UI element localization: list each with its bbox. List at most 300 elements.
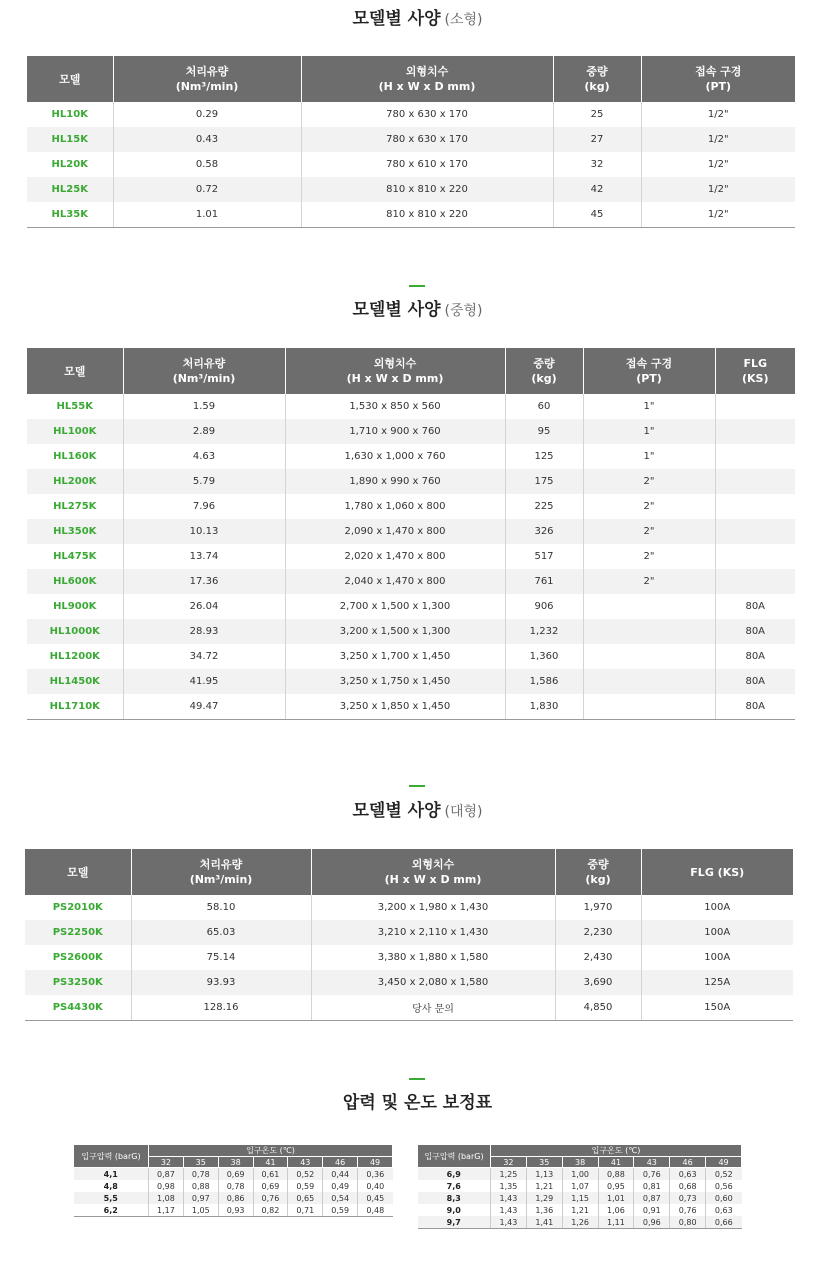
medium-section-title: 모델별 사양 (중형) xyxy=(352,300,483,320)
pressure-cell: 4,8 xyxy=(103,1181,118,1191)
table-cell: 80A xyxy=(715,669,795,694)
model-name-cell: PS2250K xyxy=(25,920,131,945)
model-name-cell: HL1710K xyxy=(27,694,123,720)
large-header-label: 외형치수 xyxy=(411,858,455,871)
small-spec-table xyxy=(27,56,795,228)
table-cell: 당사 문의 xyxy=(311,995,555,1021)
table-cell: 780 x 610 x 170 xyxy=(301,152,553,177)
model-name-cell: HL350K xyxy=(27,519,123,544)
large-header-unit: (H x W x D mm) xyxy=(384,873,482,886)
large-header-2 xyxy=(311,849,555,895)
correction-factor-cell: 0,59 xyxy=(323,1204,358,1217)
medium-header-label: 접속 구경 xyxy=(625,357,673,370)
table-cell: 100A xyxy=(641,895,793,920)
large-section-accent-bar xyxy=(409,785,425,787)
medium-section-accent-bar xyxy=(409,285,425,287)
table-cell: 517 xyxy=(505,544,583,569)
table-row xyxy=(418,1180,742,1192)
table-cell: 80A xyxy=(715,619,795,644)
table-row xyxy=(25,895,793,920)
table-cell: 1,970 xyxy=(555,895,641,920)
table-cell: 1,780 x 1,060 x 800 xyxy=(285,494,505,519)
table-cell: 25 xyxy=(553,102,641,127)
temperature-column-header: 35 xyxy=(183,1157,218,1168)
table-cell: 3,380 x 1,880 x 1,580 xyxy=(311,945,555,970)
correction-factor-cell: 0,60 xyxy=(706,1192,742,1204)
large-section-subtitle: (대형) xyxy=(444,804,483,820)
table-cell xyxy=(715,569,795,594)
temperature-column-header: 49 xyxy=(706,1157,742,1168)
small-header-unit: (kg) xyxy=(584,80,610,93)
table-cell: 3,200 x 1,500 x 1,300 xyxy=(285,619,505,644)
correction-factor-cell: 1,15 xyxy=(562,1192,598,1204)
temperature-column-header: 49 xyxy=(358,1157,393,1168)
correction-factor-cell: 0,66 xyxy=(706,1216,742,1229)
correction-factor-cell: 0,40 xyxy=(358,1180,393,1192)
table-cell: 780 x 630 x 170 xyxy=(301,102,553,127)
temperature-column-header: 32 xyxy=(491,1157,527,1168)
table-cell: 100A xyxy=(641,945,793,970)
correction-factor-cell: 0,97 xyxy=(183,1192,218,1204)
correction-factor-cell: 1,43 xyxy=(491,1192,527,1204)
table-cell: 1,630 x 1,000 x 760 xyxy=(285,444,505,469)
table-cell: 65.03 xyxy=(131,920,311,945)
table-cell: 100A xyxy=(641,920,793,945)
temperature-column-header: 43 xyxy=(634,1157,670,1168)
medium-header-label: FLG xyxy=(743,357,768,370)
medium-header-label: 외형치수 xyxy=(373,357,417,370)
small-section-subtitle: (소형) xyxy=(444,12,483,28)
correction-factor-cell: 0,52 xyxy=(706,1168,742,1181)
table-cell: 17.36 xyxy=(123,569,285,594)
medium-header-4 xyxy=(583,348,715,394)
table-cell: 7.96 xyxy=(123,494,285,519)
table-cell: 761 xyxy=(505,569,583,594)
temperature-column-header: 41 xyxy=(598,1157,634,1168)
table-cell: 125A xyxy=(641,970,793,995)
model-name-cell: HL20K xyxy=(51,159,88,170)
correction-factor-cell: 0,68 xyxy=(670,1180,706,1192)
table-cell: 3,250 x 1,700 x 1,450 xyxy=(285,644,505,669)
table-row xyxy=(27,202,795,228)
medium-header-0 xyxy=(27,348,123,394)
table-row xyxy=(27,569,795,594)
pressure-cell: 6,2 xyxy=(74,1204,149,1217)
large-header-3 xyxy=(555,849,641,895)
correction-factor-cell: 0,95 xyxy=(598,1180,634,1192)
table-cell: 60 xyxy=(505,394,583,419)
temperature-column-header: 43 xyxy=(288,1157,323,1168)
table-cell xyxy=(583,619,715,644)
temperature-column-header: 46 xyxy=(670,1157,706,1168)
table-cell: 2" xyxy=(583,494,715,519)
large-header-0 xyxy=(25,849,131,895)
table-cell: 0.58 xyxy=(113,152,301,177)
table-cell: 42 xyxy=(553,177,641,202)
table-cell: 75.14 xyxy=(131,945,311,970)
correction-factor-cell: 0,63 xyxy=(670,1168,706,1181)
correction-factor-cell: 0,86 xyxy=(218,1192,253,1204)
table-row xyxy=(27,152,795,177)
correction-factor-cell: 0,61 xyxy=(253,1168,288,1181)
table-cell: 41.95 xyxy=(123,669,285,694)
large-header-label: 중량 xyxy=(587,858,609,871)
temperature-header: 입구온도 (℃) xyxy=(149,1145,393,1157)
table-cell: 80A xyxy=(715,644,795,669)
model-name-cell: HL55K xyxy=(56,401,93,412)
table-cell: 1" xyxy=(583,419,715,444)
correction-factor-cell: 1,21 xyxy=(562,1204,598,1216)
table-cell: 0.43 xyxy=(113,127,301,152)
correction-factor-cell: 0,63 xyxy=(706,1204,742,1216)
model-name-cell: HL160K xyxy=(53,451,97,462)
table-cell: 2,090 x 1,470 x 800 xyxy=(285,519,505,544)
table-cell: 2" xyxy=(583,544,715,569)
table-row xyxy=(25,970,793,995)
correction-factor-cell: 1,43 xyxy=(491,1204,527,1216)
model-name-cell: PS3250K xyxy=(25,970,131,995)
model-name-cell: HL275K xyxy=(53,501,97,512)
small-header-label: 모델 xyxy=(59,72,81,86)
correction-factor-cell: 0,54 xyxy=(323,1192,358,1204)
correction-table-left xyxy=(73,1144,393,1217)
pressure-cell: 4,1 xyxy=(74,1168,149,1181)
table-row xyxy=(27,594,795,619)
small-header-label: 중량 xyxy=(586,65,608,78)
correction-factor-cell: 0,69 xyxy=(253,1180,288,1192)
model-name-cell: HL200K xyxy=(27,469,123,494)
table-cell xyxy=(583,669,715,694)
table-row xyxy=(27,444,795,469)
table-row xyxy=(27,619,795,644)
table-row xyxy=(25,920,793,945)
temperature-column-header: 32 xyxy=(149,1157,184,1168)
small-header-4 xyxy=(641,56,795,102)
table-cell: 26.04 xyxy=(123,594,285,619)
small-header-label: 접속 구경 xyxy=(695,65,742,78)
medium-header-label: 처리유량 xyxy=(182,357,226,370)
correction-table-right xyxy=(417,1144,742,1229)
table-cell: 1,710 x 900 x 760 xyxy=(285,419,505,444)
table-cell: 326 xyxy=(505,519,583,544)
table-cell xyxy=(715,544,795,569)
pressure-header: 입구압력 (barG) xyxy=(418,1145,491,1168)
temperature-column-header: 38 xyxy=(218,1157,253,1168)
model-name-cell: HL600K xyxy=(27,569,123,594)
table-cell: 1" xyxy=(583,394,715,419)
table-cell xyxy=(715,394,795,419)
correction-factor-cell: 1,35 xyxy=(491,1180,527,1192)
table-row xyxy=(27,669,795,694)
table-row xyxy=(27,419,795,444)
table-cell: 3,450 x 2,080 x 1,580 xyxy=(311,970,555,995)
table-cell: 2" xyxy=(583,469,715,494)
table-row xyxy=(27,469,795,494)
table-row xyxy=(27,127,795,152)
small-section-title: 모델별 사양 (소형) xyxy=(352,9,483,29)
correction-factor-cell: 0,56 xyxy=(706,1180,742,1192)
large-header-unit: (kg) xyxy=(585,873,611,886)
correction-factor-cell: 0,87 xyxy=(149,1168,184,1181)
small-header-label: 외형치수 xyxy=(405,65,449,78)
model-name-cell: PS4430K xyxy=(25,995,131,1021)
table-cell: 32 xyxy=(553,152,641,177)
large-header-unit: (Nm³/min) xyxy=(189,873,253,886)
table-cell: 128.16 xyxy=(131,995,311,1021)
correction-factor-cell: 1,21 xyxy=(526,1180,562,1192)
table-row xyxy=(418,1204,742,1216)
table-cell: 2.89 xyxy=(123,419,285,444)
medium-header-unit: (Nm³/min) xyxy=(172,372,236,385)
table-cell: 2,230 xyxy=(555,920,641,945)
correction-factor-cell: 0,78 xyxy=(183,1168,218,1181)
small-header-3 xyxy=(553,56,641,102)
large-header-1 xyxy=(131,849,311,895)
correction-factor-cell: 0,73 xyxy=(670,1192,706,1204)
model-name-cell: HL900K xyxy=(53,601,97,612)
table-cell: 13.74 xyxy=(123,544,285,569)
temperature-column-header: 35 xyxy=(526,1157,562,1168)
medium-header-3 xyxy=(505,348,583,394)
large-section-title: 모델별 사양 (대형) xyxy=(352,801,483,821)
correction-factor-cell: 0,69 xyxy=(218,1168,253,1181)
medium-spec-table xyxy=(27,348,795,720)
medium-header-unit: (kg) xyxy=(531,372,557,385)
table-cell: 4.63 xyxy=(123,444,285,469)
medium-header-unit: (H x W x D mm) xyxy=(346,372,444,385)
correction-factor-cell: 1,13 xyxy=(526,1168,562,1181)
model-name-cell: HL10K xyxy=(51,109,88,120)
table-cell: 5.79 xyxy=(123,469,285,494)
table-row xyxy=(418,1216,742,1229)
table-row xyxy=(74,1180,393,1192)
model-name-cell: HL1200K xyxy=(49,651,100,662)
table-cell: 225 xyxy=(505,494,583,519)
temperature-column-header: 46 xyxy=(323,1157,358,1168)
medium-header-unit: (PT) xyxy=(636,372,662,385)
large-header-label: 모델 xyxy=(67,865,89,879)
table-cell xyxy=(715,469,795,494)
table-cell: 1/2" xyxy=(641,202,795,228)
large-header-label: 처리유량 xyxy=(199,858,243,871)
model-name-cell: HL100K xyxy=(27,419,123,444)
small-header-unit: (PT) xyxy=(705,80,732,93)
table-cell: 28.93 xyxy=(123,619,285,644)
table-cell xyxy=(583,644,715,669)
table-cell: 1/2" xyxy=(641,152,795,177)
correction-factor-cell: 1,00 xyxy=(562,1168,598,1181)
correction-factor-cell: 1,41 xyxy=(526,1216,562,1229)
correction-factor-cell: 0,48 xyxy=(358,1204,393,1217)
pressure-cell: 6,9 xyxy=(418,1168,491,1181)
table-row xyxy=(27,544,795,569)
table-cell xyxy=(715,519,795,544)
table-row xyxy=(25,995,793,1021)
pressure-cell: 7,6 xyxy=(446,1181,461,1191)
table-cell: 3,250 x 1,850 x 1,450 xyxy=(285,694,505,720)
correction-factor-cell: 1,08 xyxy=(149,1192,184,1204)
table-cell: 3,690 xyxy=(555,970,641,995)
medium-header-label: 모델 xyxy=(64,364,86,378)
table-cell: 2,700 x 1,500 x 1,300 xyxy=(285,594,505,619)
correction-factor-cell: 0,44 xyxy=(323,1168,358,1181)
medium-section-subtitle: (중형) xyxy=(444,303,483,319)
table-cell: 906 xyxy=(505,594,583,619)
correction-factor-cell: 0,96 xyxy=(634,1216,670,1229)
table-cell: 1,830 xyxy=(505,694,583,720)
small-header-0 xyxy=(27,56,113,102)
table-cell: 1,232 xyxy=(505,619,583,644)
table-row xyxy=(25,945,793,970)
table-cell: 93.93 xyxy=(131,970,311,995)
correction-factor-cell: 0,78 xyxy=(218,1180,253,1192)
table-cell xyxy=(715,419,795,444)
medium-header-unit: (KS) xyxy=(741,372,769,385)
table-cell: 0.29 xyxy=(113,102,301,127)
table-cell: 80A xyxy=(715,594,795,619)
correction-factor-cell: 0,98 xyxy=(149,1180,184,1192)
correction-section-title: 압력 및 온도 보정표 xyxy=(342,1093,493,1113)
correction-factor-cell: 1,25 xyxy=(491,1168,527,1181)
correction-factor-cell: 0,88 xyxy=(183,1180,218,1192)
model-name-cell: HL1450K xyxy=(27,669,123,694)
table-cell: 34.72 xyxy=(123,644,285,669)
table-cell: 1.59 xyxy=(123,394,285,419)
correction-factor-cell: 1,26 xyxy=(562,1216,598,1229)
temperature-header: 입구온도 (℃) xyxy=(491,1145,742,1157)
large-spec-table xyxy=(25,849,793,1021)
table-cell: 1" xyxy=(583,444,715,469)
correction-factor-cell: 1,06 xyxy=(598,1204,634,1216)
model-name-cell: HL15K xyxy=(27,127,113,152)
model-name-cell: PS2600K xyxy=(52,952,103,963)
correction-factor-cell: 0,76 xyxy=(253,1192,288,1204)
table-row xyxy=(27,102,795,127)
correction-factor-cell: 1,05 xyxy=(183,1204,218,1217)
correction-factor-cell: 0,87 xyxy=(634,1192,670,1204)
correction-factor-cell: 1,11 xyxy=(598,1216,634,1229)
small-header-unit: (Nm³/min) xyxy=(175,80,239,93)
model-name-cell: HL475K xyxy=(53,551,97,562)
table-cell: 1,360 xyxy=(505,644,583,669)
medium-header-5 xyxy=(715,348,795,394)
medium-header-label: 중량 xyxy=(533,357,555,370)
table-cell: 2,040 x 1,470 x 800 xyxy=(285,569,505,594)
pressure-cell: 8,3 xyxy=(418,1192,491,1204)
table-cell: 1,586 xyxy=(505,669,583,694)
pressure-cell: 9,0 xyxy=(446,1205,461,1215)
small-header-2 xyxy=(301,56,553,102)
table-cell: 780 x 630 x 170 xyxy=(301,127,553,152)
correction-factor-cell: 0,93 xyxy=(218,1204,253,1217)
table-cell: 3,250 x 1,750 x 1,450 xyxy=(285,669,505,694)
table-cell: 3,200 x 1,980 x 1,430 xyxy=(311,895,555,920)
correction-factor-cell: 0,49 xyxy=(323,1180,358,1192)
table-cell: 150A xyxy=(641,995,793,1021)
table-cell: 1/2" xyxy=(641,102,795,127)
model-name-cell: HL35K xyxy=(27,202,113,228)
table-row xyxy=(27,519,795,544)
table-row xyxy=(27,644,795,669)
correction-factor-cell: 0,71 xyxy=(288,1204,323,1217)
correction-factor-cell: 0,81 xyxy=(634,1180,670,1192)
table-cell: 95 xyxy=(505,419,583,444)
table-row xyxy=(418,1168,742,1181)
table-cell: 810 x 810 x 220 xyxy=(301,177,553,202)
table-cell: 27 xyxy=(553,127,641,152)
table-cell: 175 xyxy=(505,469,583,494)
large-header-4 xyxy=(641,849,793,895)
table-cell: 4,850 xyxy=(555,995,641,1021)
pressure-header: 입구압력 (barG) xyxy=(74,1145,149,1168)
small-header-unit: (H x W x D mm) xyxy=(378,80,476,93)
table-cell: 810 x 810 x 220 xyxy=(301,202,553,228)
correction-factor-cell: 0,88 xyxy=(598,1168,634,1181)
correction-factor-cell: 0,80 xyxy=(670,1216,706,1229)
table-cell: 2" xyxy=(583,569,715,594)
model-name-cell: HL1000K xyxy=(27,619,123,644)
small-header-label: 처리유량 xyxy=(185,65,229,78)
correction-factor-cell: 1,36 xyxy=(526,1204,562,1216)
table-cell: 1/2" xyxy=(641,127,795,152)
table-cell: 1/2" xyxy=(641,177,795,202)
table-cell: 1.01 xyxy=(113,202,301,228)
table-cell: 10.13 xyxy=(123,519,285,544)
table-row xyxy=(74,1168,393,1181)
table-cell: 58.10 xyxy=(131,895,311,920)
table-cell: 2" xyxy=(583,519,715,544)
model-name-cell: PS2010K xyxy=(52,902,103,913)
table-cell: 1,890 x 990 x 760 xyxy=(285,469,505,494)
medium-header-2 xyxy=(285,348,505,394)
table-row xyxy=(27,694,795,720)
table-cell: 2,430 xyxy=(555,945,641,970)
large-header-label: FLG (KS) xyxy=(690,865,745,879)
table-row xyxy=(27,394,795,419)
table-cell: 45 xyxy=(553,202,641,228)
table-row xyxy=(74,1192,393,1204)
correction-factor-cell: 1,17 xyxy=(149,1204,184,1217)
small-header-1 xyxy=(113,56,301,102)
correction-factor-cell: 1,29 xyxy=(526,1192,562,1204)
table-cell: 125 xyxy=(505,444,583,469)
table-cell xyxy=(715,444,795,469)
table-cell xyxy=(715,494,795,519)
table-row xyxy=(74,1204,393,1217)
table-row xyxy=(27,177,795,202)
table-cell xyxy=(583,594,715,619)
temperature-column-header: 41 xyxy=(253,1157,288,1168)
correction-factor-cell: 0,36 xyxy=(358,1168,393,1181)
pressure-cell: 9,7 xyxy=(418,1216,491,1229)
correction-factor-cell: 0,65 xyxy=(288,1192,323,1204)
table-cell: 3,210 x 2,110 x 1,430 xyxy=(311,920,555,945)
correction-factor-cell: 1,07 xyxy=(562,1180,598,1192)
table-row xyxy=(418,1192,742,1204)
correction-factor-cell: 0,52 xyxy=(288,1168,323,1181)
medium-header-1 xyxy=(123,348,285,394)
temperature-column-header: 38 xyxy=(562,1157,598,1168)
table-cell: 0.72 xyxy=(113,177,301,202)
correction-section-accent-bar xyxy=(409,1078,425,1080)
table-row xyxy=(27,494,795,519)
correction-factor-cell: 1,01 xyxy=(598,1192,634,1204)
table-cell: 49.47 xyxy=(123,694,285,720)
pressure-cell: 5,5 xyxy=(74,1192,149,1204)
table-cell: 1,530 x 850 x 560 xyxy=(285,394,505,419)
correction-factor-cell: 0,91 xyxy=(634,1204,670,1216)
model-name-cell: HL25K xyxy=(27,177,113,202)
